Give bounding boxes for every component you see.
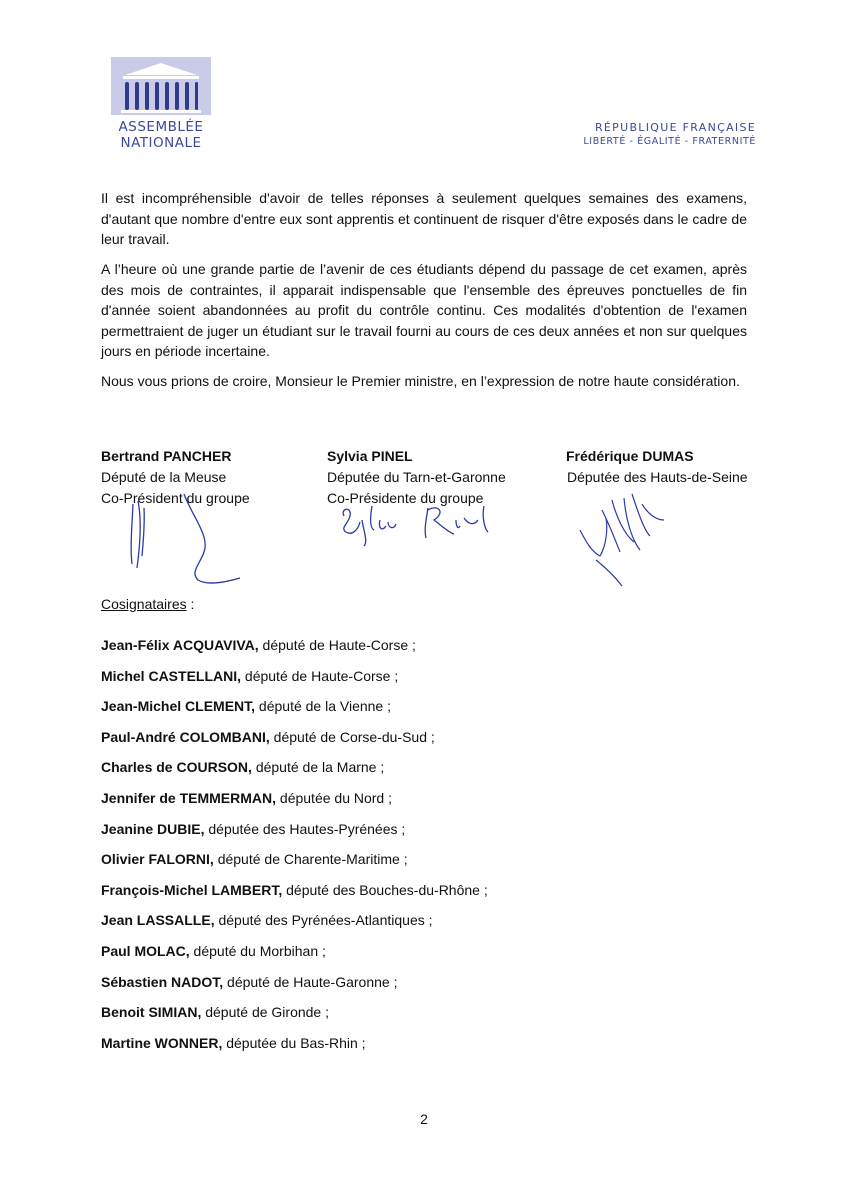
list-item [101,849,488,880]
cosignatory-name: Sébastien NADOT, [101,973,224,990]
signatory-role: Députée du Tarn-et-Garonne [327,469,506,485]
cosignatory-name: Paul-André COLOMBANI, [101,728,270,745]
signatory-role-2: Co-Présidente du groupe [327,490,484,506]
cosignatory-name: Michel CASTELLANI, [101,667,242,684]
signatory-3 [566,446,748,488]
list-item [101,757,488,788]
cosignatory-name: Paul MOLAC, [101,942,190,959]
paragraph: A l’heure où une grande partie de l’avenir de ces étudiants dépend du passage de cet examen, après des mois de contraintes, il apparait indispensable que l'ensemble des épreuves ponctuelles de fin d'année soient abandonnées au profit du contrôle continu. Ces modalités d'obtention de l'examen permettraient de juger un étudiant sur le travail fourni au cours de ces deux années et non sur quelques jours en période incertaine. [101,261,747,359]
cosignatory-name: Jennifer de TEMMERMAN, [101,789,277,806]
list-item [101,972,488,1003]
logo-building-emblem [111,57,211,115]
signatory-name: Bertrand PANCHER [101,448,232,464]
list-item [101,1033,488,1064]
cosignatory-detail: député des Bouches-du-Rhône ; [282,881,488,898]
logo-wordmark [107,119,215,151]
republic-title: RÉPUBLIQUE FRANÇAISE [594,121,756,134]
cosignatories-title: Cosignataires [101,596,187,612]
cosignatory-detail: député de la Vienne ; [255,698,391,715]
list-item [101,1002,488,1033]
republique-francaise-header [583,121,756,148]
list-item [101,788,488,819]
logo-line-2: NATIONALE [120,135,202,151]
list-item [101,727,488,758]
cosignatories-heading [101,596,194,612]
paragraph: Il est incompréhensible d'avoir de telles réponses à seulement quelques semaines des examens, d'autant que nombre d'entre eux sont apprentis et continuent de risquer d'être exposés dans le cadre de leur travail. [101,190,747,247]
cosignatory-name: Jean-Félix ACQUAVIVA, [101,637,259,653]
cosignatory-detail: député de la Marne ; [251,759,385,776]
cosignatories-list [101,635,488,1063]
cosignatory-detail: députée du Bas-Rhin ; [222,1034,366,1051]
cosignatory-name: François-Michel LAMBERT, [101,881,283,898]
logo-line-1: ASSEMBLÉE [118,119,204,135]
cosignatory-detail: député des Pyrénées-Atlantiques ; [214,912,433,929]
cosignatory-name: Charles de COURSON, [101,759,252,776]
cosignatory-detail: députée du Nord ; [276,789,392,806]
list-item [101,819,488,850]
signatory-role-2: Co-Président du groupe [101,490,250,506]
cosignatory-detail: député de Haute-Corse ; [241,667,399,684]
cosignatory-detail: député de Corse-du-Sud ; [269,728,435,745]
signatory-name: Sylvia PINEL [327,448,413,464]
list-item [101,635,488,666]
cosignatory-detail: député de Haute-Garonne ; [223,973,398,990]
signature-dumas [572,490,672,590]
cosignatory-name: Benoit SIMIAN, [101,1004,202,1021]
page-number: 2 [420,1111,428,1127]
assemblee-nationale-logo [107,57,215,155]
signature-pancher [118,486,248,586]
cosignatories-colon: : [186,596,195,612]
list-item [101,910,488,941]
list-item [101,941,488,972]
list-item [101,880,488,911]
republic-motto: LIBERTÉ - ÉGALITÉ - FRATERNITÉ [583,136,756,147]
letter-body [101,188,747,401]
signatory-role: Député de la Meuse [101,469,227,485]
cosignatory-detail: députée des Hautes-Pyrénées ; [204,820,406,837]
list-item [101,666,488,697]
cosignatory-name: Martine WONNER, [101,1034,223,1051]
cosignatory-name: Olivier FALORNI, [101,851,214,868]
columns-icon [111,57,211,115]
signatory-role: Députée des Hauts-de-Seine [567,469,748,485]
cosignatory-name: Jeanine DUBIE, [101,820,205,837]
cosignatory-name: Jean-Michel CLEMENT, [101,698,256,715]
cosignatory-name: Jean LASSALLE, [101,912,215,929]
cosignatory-detail: député du Morbihan ; [189,942,326,959]
paragraph: Nous vous prions de croire, Monsieur le Premier ministre, en l’expression de notre haute considération. [101,373,740,389]
cosignatory-detail: député de Charente-Maritime ; [213,851,408,868]
cosignatory-detail: député de Haute-Corse ; [258,637,416,653]
signatory-name: Frédérique DUMAS [566,448,694,464]
list-item [101,696,488,727]
signature-pinel [338,498,498,548]
cosignatory-detail: député de Gironde ; [201,1004,329,1021]
